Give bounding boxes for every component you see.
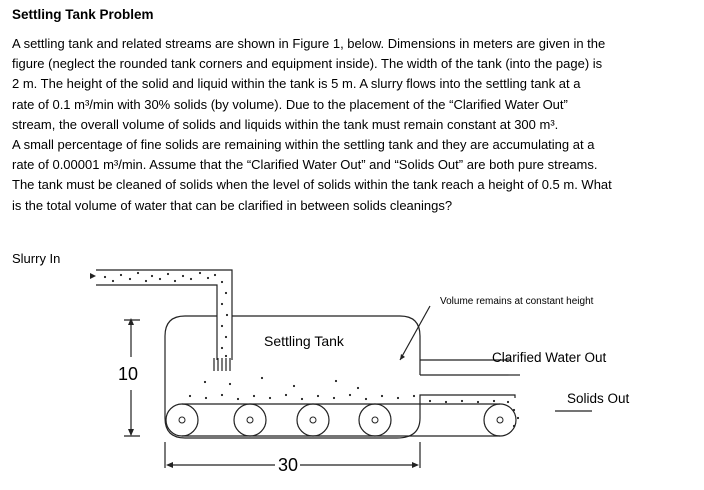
statement-line: rate of 0.1 m³/min with 30% solids (by volume). Due to the placement of the “Clarified Water Out”	[12, 96, 568, 112]
roller	[166, 404, 198, 436]
settling-tank-label: Settling Tank	[264, 333, 344, 349]
conveyor-belt	[182, 404, 500, 436]
tank-top-left	[165, 316, 217, 336]
statement-line: is the total volume of water that can be clarified in between solids cleanings?	[12, 197, 453, 213]
arrowhead-left	[166, 462, 173, 468]
arrowhead-flow-in	[90, 273, 96, 279]
solids-out-label: Solids Out	[567, 391, 630, 406]
roller	[484, 404, 516, 436]
roller-hub	[497, 417, 503, 423]
statement-line: figure (neglect the rounded tank corners and equipment inside). The width of the tank (into the page) is	[12, 56, 603, 72]
volume-note-leader	[400, 306, 430, 360]
statement-line: stream, the overall volume of solids and liquids within the tank must remain constant at 300 m³.	[12, 116, 559, 132]
statement-line: rate of 0.00001 m³/min. Assume that the “Clarified Water Out” and “Solids Out” are both pure streams.	[12, 157, 598, 173]
roller-hub	[372, 417, 378, 423]
statement-line: A small percentage of fine solids are remaining within the settling tank and they are accumulating at a	[12, 137, 595, 153]
clarified-water-out-label: Clarified Water Out	[492, 350, 607, 365]
slurry-inlet-pipe	[96, 270, 232, 360]
roller-hub	[247, 417, 253, 423]
arrowhead-up	[128, 318, 134, 325]
problem-title: Settling Tank Problem	[12, 7, 154, 22]
slurry-in-label: Slurry In	[12, 251, 61, 266]
roller-hub	[179, 417, 185, 423]
arrowhead-right	[412, 462, 419, 468]
roller	[297, 404, 329, 436]
statement-line: 2 m. The height of the solid and liquid within the tank is 5 m. A slurry flows into the settling tank at a	[12, 76, 581, 92]
roller	[359, 404, 391, 436]
arrowhead-down	[128, 429, 134, 436]
roller	[234, 404, 266, 436]
statement-line: The tank must be cleaned of solids when the level of solids within the tank reach a height of 0.5 m. What	[12, 177, 612, 193]
volume-note-label: Volume remains at constant height	[440, 296, 594, 307]
height-dimension-label: 10	[118, 364, 139, 384]
width-dimension-label: 30	[278, 455, 299, 475]
slurry-inlet-pipe-inner	[96, 285, 217, 360]
roller-hub	[310, 417, 316, 423]
statement-line: A settling tank and related streams are shown in Figure 1, below. Dimensions in meters are given in the	[12, 36, 606, 51]
